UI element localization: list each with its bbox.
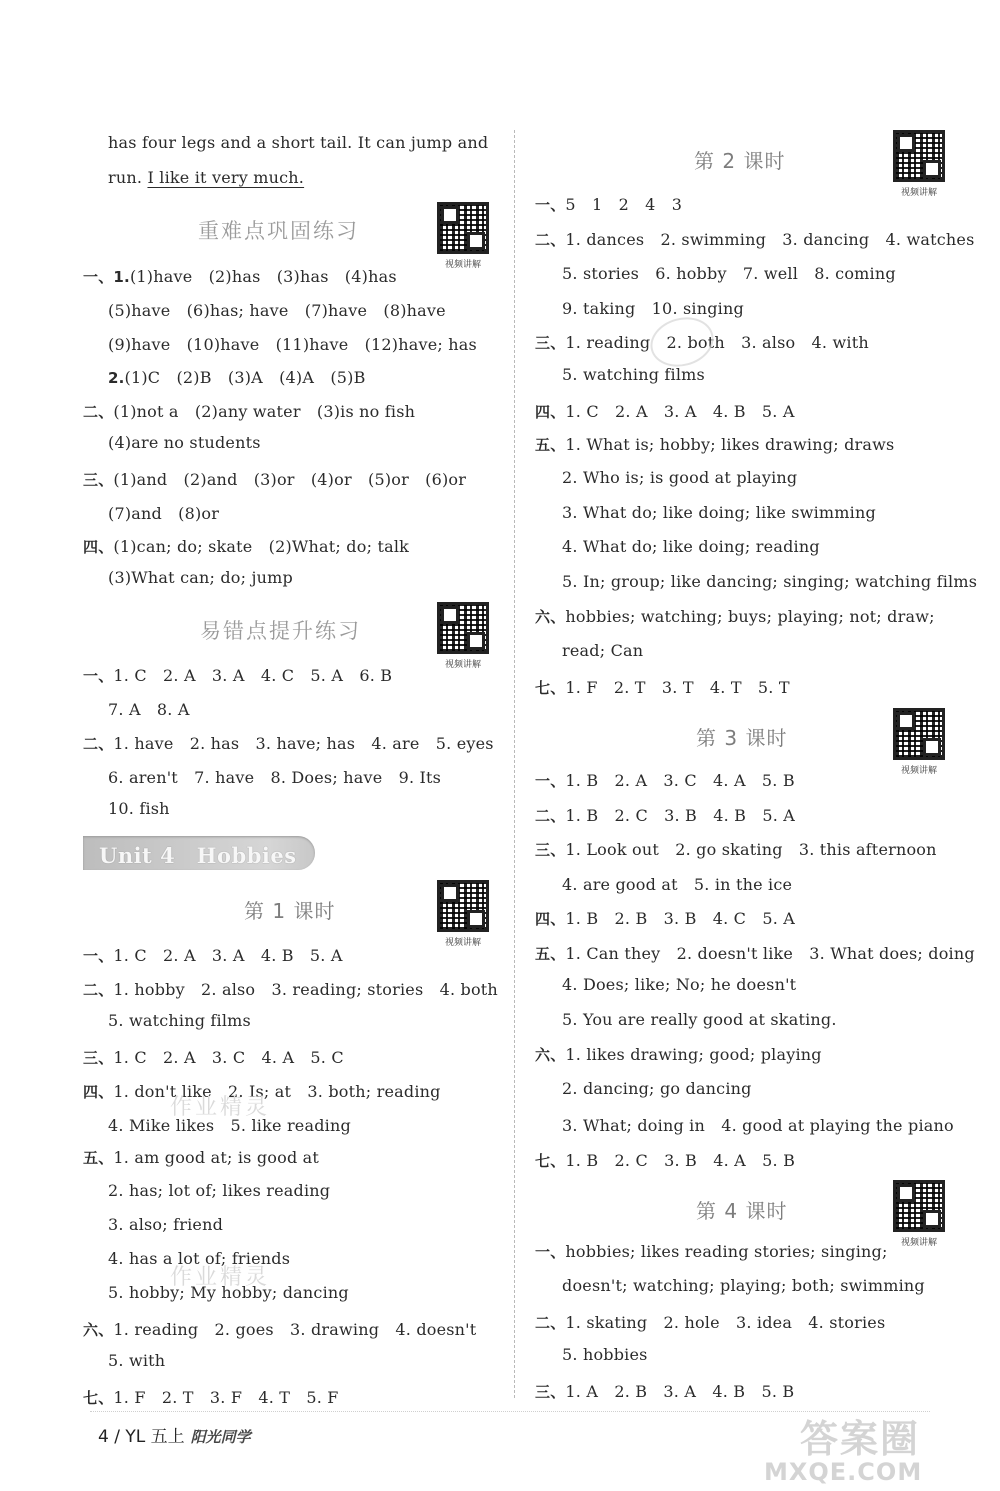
qr-caption: 视频讲解 <box>900 1238 937 1248</box>
answer-text: doesn't; watching; playing; both; swimming <box>562 1275 925 1295</box>
answer-line <box>535 227 975 250</box>
answer-line <box>562 503 876 522</box>
answer-text: 4. are good at 5. in the ice <box>562 874 793 894</box>
answer-text: 5. You are really good at skating. <box>562 1009 837 1029</box>
answer-line <box>83 1385 339 1408</box>
question-number: 一、 <box>535 1243 566 1261</box>
question-number: 四、 <box>535 910 566 928</box>
question-number: 六、 <box>535 608 566 626</box>
qr-caption: 视频讲解 <box>444 660 481 670</box>
answer-text: 5. hobbies <box>562 1344 648 1364</box>
qr-code-icon <box>893 708 945 760</box>
answer-line <box>535 1148 795 1171</box>
answer-line <box>83 467 466 490</box>
answer-text: 3. What do; like doing; like swimming <box>562 502 876 522</box>
question-number: 六、 <box>535 1046 566 1064</box>
answer-text: hobbies; watching; buys; playing; not; draw; <box>565 607 935 626</box>
qr-code[interactable] <box>888 1180 950 1248</box>
answer-line <box>108 433 261 452</box>
answer-text: 1. C 2. A 3. A 4. B 5. A <box>113 946 343 965</box>
qr-caption: 视频讲解 <box>444 260 481 270</box>
answer-line <box>562 572 977 591</box>
answer-text: 1. don't like 2. Is; at 3. both; reading <box>113 1082 441 1101</box>
qr-code-icon <box>437 202 489 254</box>
answer-line <box>562 1113 954 1136</box>
answer-line <box>535 768 795 791</box>
answer-line <box>83 663 392 686</box>
answer-text: 2. Who is; is good at playing <box>562 468 798 487</box>
answer-text: 6. aren't 7. have 8. Does; have 9. Its <box>108 768 442 787</box>
answer-text: 1. skating 2. hole 3. idea 4. stories <box>565 1313 886 1332</box>
question-number: 二、 <box>83 981 114 999</box>
answer-text: 1. dances 2. swimming 3. dancing 4. watches <box>565 229 975 249</box>
intro-line-1: has four legs and a short tail. It can jump and <box>108 133 489 152</box>
answer-text: 10. fish <box>108 799 170 818</box>
answer-line <box>562 261 896 284</box>
lesson-2-title: 第 2 课时 <box>694 149 786 173</box>
answer-text: 5. hobby; My hobby; dancing <box>108 1283 349 1302</box>
answer-text: 1. likes drawing; good; playing <box>565 1045 822 1064</box>
question-number: 一、 <box>83 947 114 965</box>
unit-banner <box>83 836 315 870</box>
page-number: 4 / YL 五上 <box>98 1427 185 1447</box>
answer-text: 1. C 2. A 3. C 4. A 5. C <box>113 1048 344 1067</box>
answer-text: hobbies; likes reading stories; singing; <box>565 1242 888 1261</box>
answer-text: 2. has; lot of; likes reading <box>108 1181 331 1200</box>
answer-text: 1. F 2. T 3. T 4. T 5. T <box>565 678 790 697</box>
question-number: 五、 <box>535 944 566 963</box>
answer-text: 3. What; doing in 4. good at playing the piano <box>562 1116 954 1135</box>
answer-text: 1. What is; hobby; likes drawing; draws <box>565 434 895 454</box>
sub-question-number: 2. <box>108 369 125 388</box>
answer-text: 4. Does; like; No; he doesn't <box>562 975 797 994</box>
answer-line <box>83 1045 344 1068</box>
section-title-error-prone: 易错点提升练习 <box>200 619 361 643</box>
answer-line <box>108 501 219 524</box>
answer-text: (1)C (2)B (3)A (4)A (5)B <box>124 368 366 388</box>
faint-watermark: 作业精灵 <box>170 1265 271 1290</box>
question-number: 二、 <box>535 230 566 249</box>
answer-line <box>108 365 366 388</box>
question-number: 一、 <box>83 268 114 286</box>
answer-text: 1. reading 2. goes 3. drawing 4. doesn't <box>113 1320 477 1339</box>
answer-line <box>562 1345 648 1364</box>
answer-line <box>83 399 415 422</box>
answer-line <box>83 731 494 754</box>
answer-line <box>535 675 790 698</box>
answer-text: 1. B 2. C 3. B 4. A 5. B <box>565 1150 796 1170</box>
answer-line <box>535 803 795 826</box>
answer-line <box>108 1351 165 1370</box>
question-number: 七、 <box>535 1151 566 1170</box>
answer-text: (1)not a (2)any water (3)is no fish <box>113 402 416 422</box>
answer-line <box>83 1147 319 1168</box>
question-number: 七、 <box>83 1389 114 1407</box>
answer-text: 4. Mike likes 5. like reading <box>108 1116 351 1135</box>
brand-logo: 阳光同学 <box>190 1428 251 1446</box>
qr-code[interactable] <box>432 602 494 670</box>
answer-line <box>108 1011 251 1030</box>
answer-line <box>562 468 797 487</box>
lesson-4-title: 第 4 课时 <box>696 1199 788 1223</box>
answer-text: 1. hobby 2. also 3. reading; stories 4. both <box>113 980 498 999</box>
answer-text: 9. taking 10. singing <box>562 298 744 318</box>
answer-text: 1. B 2. B 3. B 4. C 5. A <box>565 909 796 928</box>
answer-text: 1. F 2. T 3. F 4. T 5. F <box>113 1388 339 1407</box>
question-number: 三、 <box>83 470 114 489</box>
answer-text: (7)and (8)or <box>108 503 220 523</box>
answer-line <box>535 606 935 627</box>
question-number: 五、 <box>535 435 566 454</box>
answer-text: (1)and (2)and (3)or (4)or (5)or (6)or <box>113 469 467 489</box>
question-number: 一、 <box>83 667 114 685</box>
answer-line <box>108 1215 223 1234</box>
answer-line <box>535 1044 822 1065</box>
answer-line <box>535 1310 885 1333</box>
footer <box>98 1422 251 1447</box>
answer-text: 3. also; friend <box>108 1215 224 1234</box>
answer-text: 1. Can they 2. doesn't like 3. What does; doing <box>565 943 975 963</box>
qr-code[interactable] <box>888 708 950 776</box>
answer-line <box>535 941 975 964</box>
qr-code-icon <box>437 602 489 654</box>
answer-text: 5. In; group; like dancing; singing; watching films <box>562 571 978 591</box>
answer-line <box>535 434 894 455</box>
answer-text: 2. dancing; go dancing <box>562 1078 752 1098</box>
question-number: 三、 <box>535 841 566 859</box>
question-number: 二、 <box>535 806 566 825</box>
answer-text: 1. C 2. A 3. A 4. B 5. A <box>565 402 795 421</box>
site-watermark <box>750 1400 980 1490</box>
answer-line <box>108 568 293 587</box>
question-number: 四、 <box>535 403 566 421</box>
answer-text: 5. watching films <box>108 1011 251 1030</box>
question-number: 四、 <box>83 538 114 557</box>
answer-line <box>535 399 795 422</box>
faint-watermark: 作业精灵 <box>170 1095 271 1120</box>
answer-text: (5)have (6)has; have (7)have (8)have <box>108 300 446 320</box>
answer-line <box>108 298 446 321</box>
answer-text: 1. B 2. A 3. C 4. A 5. B <box>565 771 795 790</box>
answer-line <box>108 332 477 355</box>
qr-code[interactable] <box>888 130 950 198</box>
question-number: 六、 <box>83 1321 114 1339</box>
answer-line <box>535 906 795 929</box>
answer-line <box>535 192 682 215</box>
question-number: 一、 <box>535 196 566 214</box>
qr-code[interactable] <box>432 202 494 270</box>
answer-text: 1. Look out 2. go skating 3. this afternoon <box>565 840 937 859</box>
answer-line <box>83 534 409 557</box>
answer-line <box>562 1079 752 1098</box>
answer-text: 1. reading 2. both 3. also 4. with <box>565 333 869 352</box>
unit-title: Unit 4 Hobbies <box>99 843 297 868</box>
answer-text: 1. am good at; is good at <box>113 1148 320 1167</box>
question-number: 二、 <box>83 735 114 753</box>
question-number: 二、 <box>83 403 114 422</box>
answer-text: 1. have 2. has 3. have; has 4. are 5. eyes <box>113 734 494 753</box>
intro-underlined-text: I like it very much. <box>147 168 305 187</box>
question-number: 七、 <box>535 679 566 697</box>
answer-text: 5. stories 6. hobby 7. well 8. coming <box>562 264 896 283</box>
answer-text: 5. with <box>108 1351 166 1370</box>
qr-code[interactable] <box>432 880 494 948</box>
answer-line <box>535 1379 794 1402</box>
answer-line <box>83 1317 476 1340</box>
answer-line <box>562 1276 925 1295</box>
lesson-3-title: 第 3 课时 <box>696 726 788 750</box>
answer-line <box>562 1010 837 1029</box>
watermark-url: MXQE.COM <box>764 1458 923 1486</box>
answer-text: 4. has a lot of; friends <box>108 1249 291 1268</box>
question-number: 四、 <box>83 1083 114 1101</box>
question-number: 三、 <box>535 334 566 352</box>
intro-line-2 <box>108 168 304 187</box>
question-number: 三、 <box>535 1383 566 1401</box>
qr-code-icon <box>437 880 489 932</box>
question-number: 一、 <box>535 772 566 790</box>
answer-text: (3)What can; do; jump <box>108 568 293 588</box>
qr-caption: 视频讲解 <box>444 938 481 948</box>
answer-text: (1)can; do; skate (2)What; do; talk <box>113 537 410 557</box>
answer-text: 5 1 2 4 3 <box>565 195 683 214</box>
answer-line <box>562 365 705 384</box>
qr-code-icon <box>893 1180 945 1232</box>
answer-text: 5. watching films <box>562 364 705 384</box>
qr-caption: 视频讲解 <box>900 766 937 776</box>
question-number: 五、 <box>83 1149 114 1167</box>
answer-text: (4)are no students <box>108 433 261 452</box>
answer-text: (9)have (10)have (11)have (12)have; has <box>108 334 477 354</box>
answer-line <box>562 975 796 994</box>
answer-text: (1)have (2)has (3)has (4)has <box>129 267 397 286</box>
section-title-consolidation: 重难点巩固练习 <box>198 219 359 243</box>
answer-text: 1. A 2. B 3. A 4. B 5. B <box>565 1382 795 1401</box>
answer-text: 4. What do; like doing; reading <box>562 537 820 556</box>
answer-line <box>562 641 643 660</box>
answer-line <box>535 1241 888 1262</box>
qr-code-icon <box>893 130 945 182</box>
answer-line <box>108 1181 330 1200</box>
intro-text: run. <box>108 168 143 187</box>
answer-text: read; Can <box>562 640 644 660</box>
answer-text: 1. B 2. C 3. B 4. B 5. A <box>565 805 796 825</box>
answer-line <box>83 264 397 287</box>
question-number: 二、 <box>535 1314 566 1332</box>
answer-text: 7. A 8. A <box>108 700 190 719</box>
answer-line <box>108 697 190 720</box>
answer-line <box>562 296 744 319</box>
answer-line <box>83 977 498 1000</box>
answer-line <box>83 943 343 966</box>
answer-line <box>108 799 170 818</box>
qr-caption: 视频讲解 <box>900 188 937 198</box>
column-divider <box>514 130 515 1398</box>
answer-line <box>535 837 937 860</box>
lesson-1-title: 第 1 课时 <box>244 899 336 923</box>
answer-line <box>108 765 441 788</box>
answer-line <box>562 872 792 895</box>
answer-line <box>562 537 820 556</box>
sub-question-number: 1. <box>113 268 130 286</box>
question-number: 三、 <box>83 1049 114 1067</box>
answer-text: 1. C 2. A 3. A 4. C 5. A 6. B <box>113 666 393 685</box>
watermark-title: 答案圈 <box>800 1417 921 1461</box>
